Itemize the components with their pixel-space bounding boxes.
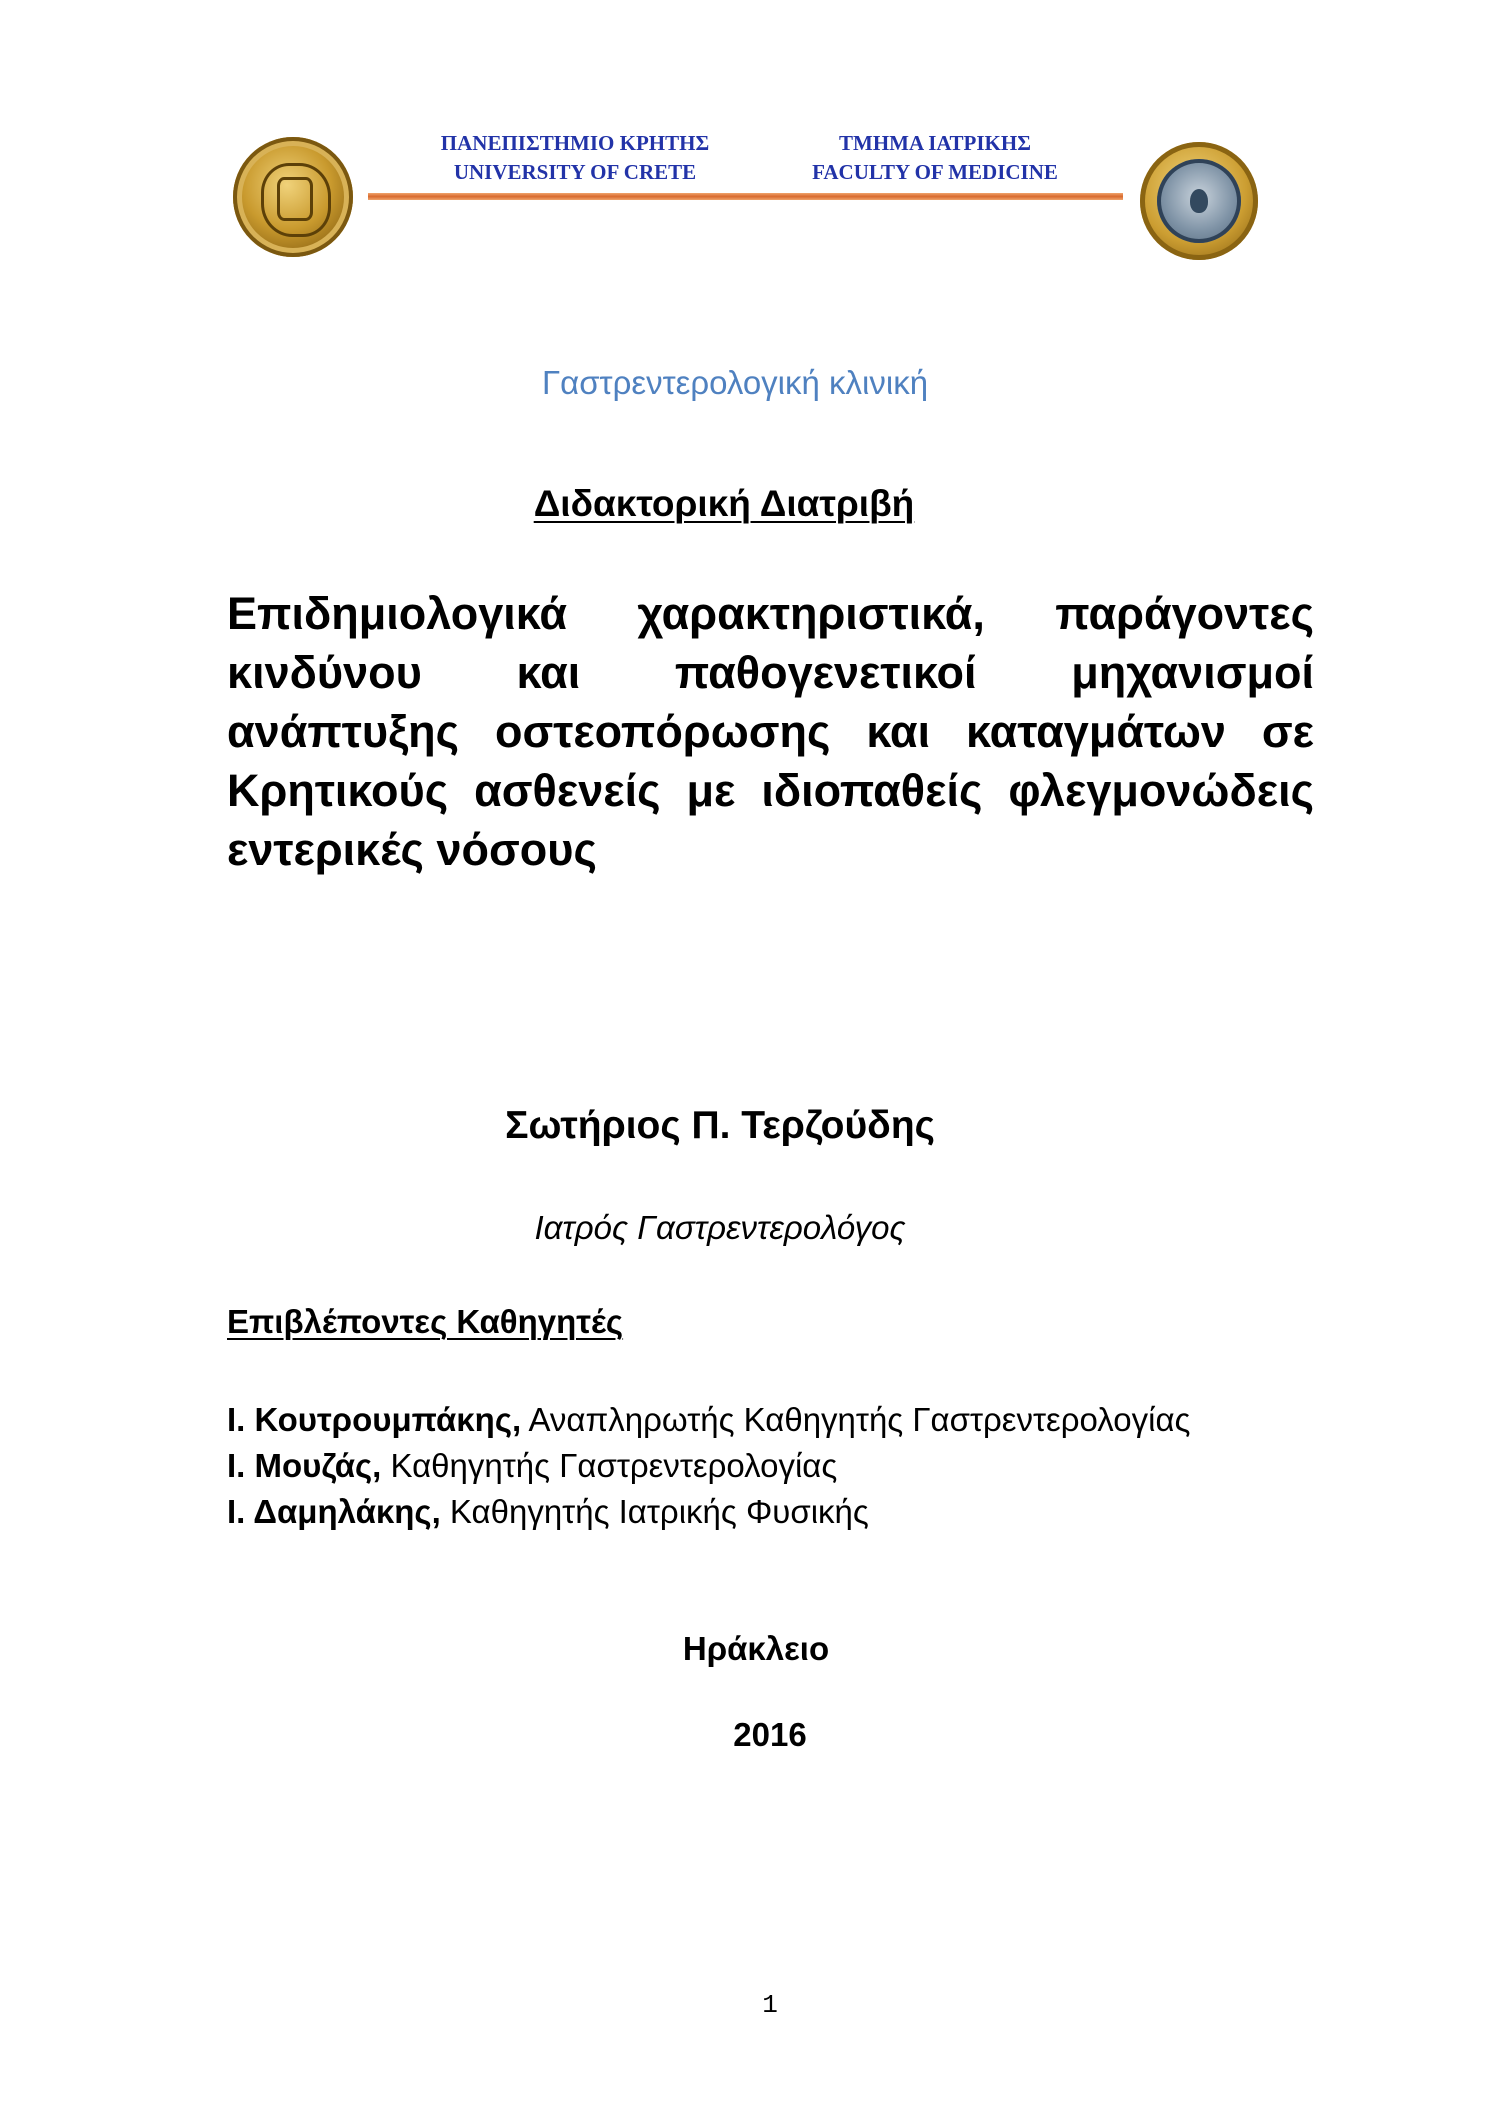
page-number: 1 [762,1990,778,2020]
faculty-name [785,129,1085,187]
title-line: ανάπτυξης οστεοπόρωσης και καταγμάτων σε [227,706,1314,757]
faculty-name-greek: ΤΜΗΜΑ ΙΑΤΡΙΚΗΣ [839,131,1031,155]
thesis-title [227,584,1314,879]
supervisors-list [227,1397,1190,1535]
year: 2016 [733,1716,807,1753]
supervisor-name: Ι. Μουζάς, [227,1447,382,1484]
university-name [410,129,740,187]
header-divider [368,193,1123,200]
university-name-english: UNIVERSITY OF CRETE [453,160,697,184]
clinic-label: Γαστρεντερολογική κλινική [541,364,929,401]
faculty-name-english: FACULTY OF MEDICINE [812,160,1058,184]
supervisor-title: Καθηγητής Ιατρικής Φυσικής [440,1493,869,1530]
author-name: Σωτήριος Π. Τερζούδης [505,1104,935,1147]
faculty-seal-icon [1140,142,1258,260]
title-line: Κρητικούς ασθενείς με ιδιοπαθείς φλεγμονώδεις [227,765,1314,816]
supervisor-item [227,1443,1190,1489]
city: Ηράκλειο [682,1630,830,1667]
supervisors-heading: Επιβλέποντες Καθηγητές [227,1303,624,1340]
supervisor-title: Καθηγητής Γαστρεντερολογίας [381,1447,838,1484]
university-name-greek: ΠΑΝΕΠΙΣΤΗΜΙΟ ΚΡΗΤΗΣ [440,131,710,155]
title-line: εντερικές νόσους [227,824,597,875]
supervisor-name: Ι. Κουτρουμπάκης, [227,1401,522,1438]
supervisor-title: Αναπληρωτής Καθηγητής Γαστρεντερολογίας [521,1401,1191,1438]
supervisor-item [227,1397,1190,1443]
thesis-type-heading: Διδακτορική Διατριβή [533,483,915,524]
title-line: Επιδημιολογικά χαρακτηριστικά, παράγοντες [227,588,1314,639]
author-role: Ιατρός Γαστρεντερολόγος [534,1209,906,1246]
supervisor-name: Ι. Δαμηλάκης, [227,1493,441,1530]
university-seal-icon [233,137,353,257]
title-line: κινδύνου και παθογενετικοί μηχανισμοί [227,647,1314,698]
supervisor-item [227,1489,1190,1535]
